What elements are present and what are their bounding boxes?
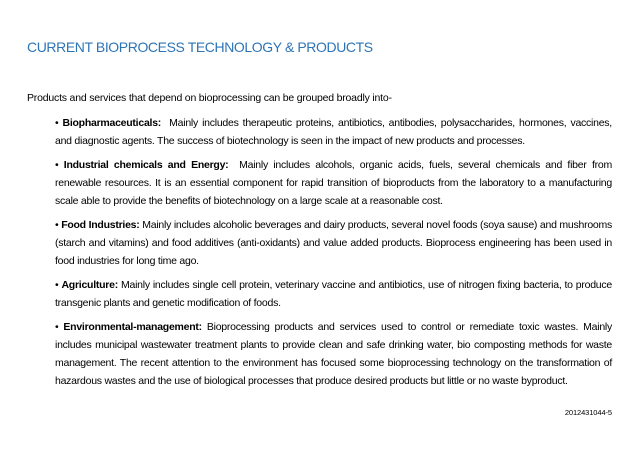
bullet-symbol: •: [55, 321, 59, 333]
bullet-label: Industrial chemicals and Energy:: [63, 159, 229, 171]
page-footer-id: 2012431044-5: [564, 408, 612, 417]
bullet-symbol: •: [55, 159, 59, 171]
bullet-text: Mainly includes alcoholic beverages and dairy products, several novel foods (soya sause) and mushrooms (starch and vitamins) and food additives (anti-oxidants) and value added products. Bioprocess engineering has been used in food industries for long time ago.: [55, 219, 613, 267]
bullet-item-food-industries: [55, 216, 612, 270]
bullet-item-industrial-chemicals: [55, 156, 612, 210]
bullet-text: Bioprocessing products and services used to control or remediate toxic wastes. Mainly includes municipal wastewater treatment plants to provide clean and safe drinking water, bio composting methods for waste management. The recent attention to the environment has focused some bioprocessing technology on the transformation of hazardous wastes and the use of biological processes that produce desired products but little or no waste byproduct.: [55, 321, 612, 387]
bullet-list: [55, 114, 612, 396]
bullet-symbol: •: [55, 219, 59, 231]
bullet-item-biopharmaceuticals: [55, 114, 612, 150]
page-title: CURRENT BIOPROCESS TECHNOLOGY & PRODUCTS: [27, 39, 373, 55]
bullet-text: Mainly includes alcohols, organic acids, fuels, several chemicals and fiber from renewable resources. It is an essential component for rapid transition of bioproducts from the laboratory to a manufacturing scale able to provide the benefits of biotechnology on a large scale at a reasonable cost.: [55, 159, 612, 207]
bullet-label: Agriculture:: [61, 279, 118, 291]
bullet-symbol: •: [55, 117, 59, 129]
bullet-label: Food Industries:: [61, 219, 140, 231]
bullet-text: Mainly includes single cell protein, veterinary vaccine and antibiotics, use of nitrogen fixing bacteria, to produce transgenic plants and genetic modification of foods.: [55, 279, 612, 309]
intro-paragraph: Products and services that depend on bioprocessing can be grouped broadly into-: [27, 92, 392, 104]
bullet-item-environmental-management: [55, 318, 612, 390]
bullet-symbol: •: [55, 279, 59, 291]
bullet-label: Environmental-management:: [63, 321, 202, 333]
bullet-text: Mainly includes therapeutic proteins, antibiotics, antibodies, polysaccharides, hormones, vaccines, and diagnostic agents. The success of biotechnology is seen in the impact of new products and processes.: [55, 117, 612, 147]
bullet-item-agriculture: [55, 276, 612, 312]
bullet-label: Biopharmaceuticals:: [62, 117, 162, 129]
